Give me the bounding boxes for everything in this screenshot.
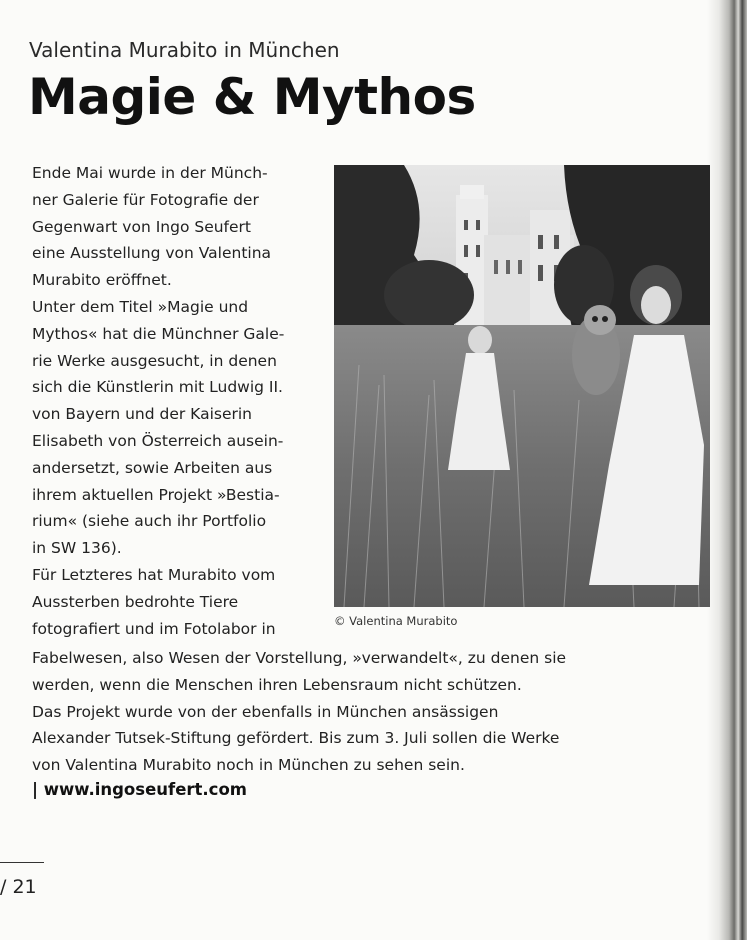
body-line: von Bayern und der Kaiserin: [32, 405, 252, 424]
photo-credit: © Valentina Murabito: [334, 614, 458, 628]
body-line: Das Projekt wurde von der ebenfalls in München ansässigen: [32, 702, 499, 721]
article-headline: Magie & Mythos: [28, 68, 476, 126]
body-line: andersetzt, sowie Arbeiten aus: [32, 458, 273, 477]
body-line: werden, wenn die Menschen ihren Lebensraum nicht schützen.: [32, 675, 522, 694]
body-line: Unter dem Titel »Magie und: [32, 297, 249, 316]
article-kicker: Valentina Murabito in München: [29, 38, 340, 62]
article-photo: [334, 165, 710, 607]
body-line: eine Ausstellung von Valentina: [32, 244, 272, 263]
article-body-full-width: [32, 645, 672, 779]
body-line: Murabito eröffnet.: [32, 271, 172, 290]
body-line: Alexander Tutsek-Stiftung gefördert. Bis zum 3. Juli sollen die Werke: [32, 729, 560, 748]
page-number: / 21: [0, 876, 37, 898]
body-line: Fabelwesen, also Wesen der Vorstellung, »verwandelt«, zu denen sie: [32, 649, 567, 667]
body-line: rie Werke ausgesucht, in denen: [32, 351, 277, 370]
body-line: Ende Mai wurde in der Münch-: [32, 164, 268, 182]
body-line: Mythos« hat die Münchner Gale-: [32, 324, 285, 343]
book-binding-shadow: [707, 0, 747, 940]
body-line: ner Galerie für Fotografie der: [32, 190, 259, 209]
article-body-column: [32, 160, 324, 642]
body-line: Aussterben bedrohte Tiere: [32, 592, 239, 611]
body-line: Für Letzteres hat Murabito vom: [32, 565, 276, 584]
body-line: fotografiert und im Fotolabor in: [32, 619, 276, 638]
body-line: Elisabeth von Österreich ausein-: [32, 431, 284, 450]
body-line: sich die Künstlerin mit Ludwig II.: [32, 378, 283, 397]
body-line: ihrem aktuellen Projekt »Bestia-: [32, 485, 280, 504]
body-line: von Valentina Murabito noch in München zu sehen sein.: [32, 756, 465, 775]
body-line: in SW 136).: [32, 539, 122, 558]
body-line: Gegenwart von Ingo Seufert: [32, 217, 251, 236]
body-line: rium« (siehe auch ihr Portfolio: [32, 512, 267, 531]
footer-rule: [0, 862, 44, 863]
website-link[interactable]: | www.ingoseufert.com: [32, 780, 247, 799]
